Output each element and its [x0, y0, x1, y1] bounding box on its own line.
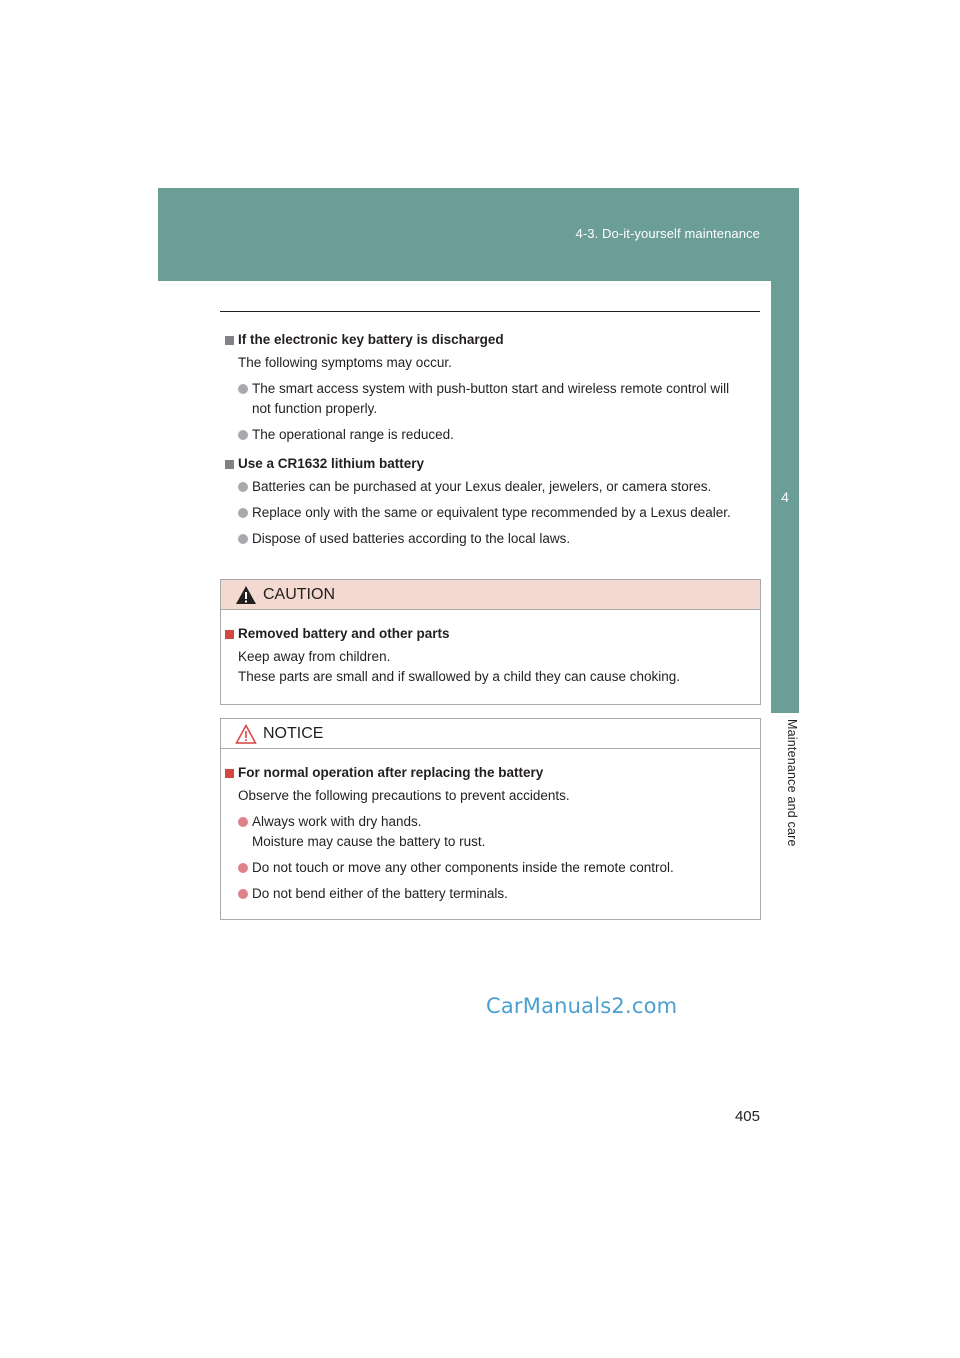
list-item: [238, 425, 760, 445]
section-discharged: [225, 327, 760, 445]
round-bullet-icon: [238, 482, 248, 492]
bullet-line: The operational range is reduced.: [252, 427, 454, 442]
notice-box: [220, 718, 761, 920]
top-rule: [220, 311, 760, 312]
square-bullet-icon: [225, 460, 234, 469]
bullet-line: The smart access system with push-button start and wireless remote control will: [252, 381, 730, 396]
bullet-line: Replace only with the same or equivalent type recommended by a Lexus dealer.: [252, 505, 731, 520]
caution-title: CAUTION: [263, 585, 335, 603]
bullet-line: Moisture may cause the battery to rust.: [252, 834, 486, 849]
chapter-tab: [771, 281, 799, 713]
bullet-line: Batteries can be purchased at your Lexus dealer, jewelers, or camera stores.: [252, 479, 712, 494]
round-bullet-icon: [238, 508, 248, 518]
notice-header: [221, 719, 760, 749]
list-item: [238, 503, 760, 523]
intro-text: The following symptoms may occur.: [238, 355, 452, 370]
heading-text: For normal operation after replacing the battery: [238, 765, 544, 780]
notice-triangle-icon: [235, 724, 257, 744]
heading-text: If the electronic key battery is discharged: [238, 332, 504, 347]
notice-body: [221, 749, 760, 904]
caution-line: These parts are small and if swallowed by a child they can cause choking.: [238, 669, 680, 684]
watermark[interactable]: CarManuals2.com: [486, 994, 678, 1018]
square-bullet-icon: [225, 336, 234, 345]
caution-heading: [225, 621, 760, 647]
bullet-line: Do not touch or move any other components inside the remote control.: [252, 860, 674, 875]
notice-intro: Observe the following precautions to prevent accidents.: [238, 788, 570, 803]
section-title: 4-3. Do-it-yourself maintenance: [575, 226, 760, 241]
list-item: [238, 379, 760, 419]
header-band: [158, 188, 799, 281]
bullet-line: Always work with dry hands.: [252, 814, 422, 829]
caution-line: Keep away from children.: [238, 649, 391, 664]
section-heading: [225, 451, 760, 477]
bullet-line: Dispose of used batteries according to the local laws.: [252, 531, 571, 546]
list-item: [238, 812, 760, 852]
list-item: [238, 858, 760, 878]
square-bullet-icon: [225, 630, 234, 639]
heading-text: Use a CR1632 lithium battery: [238, 456, 425, 471]
heading-text: Removed battery and other parts: [238, 626, 450, 641]
round-bullet-icon: [238, 889, 248, 899]
main-content: [225, 327, 760, 555]
list-item: [238, 529, 760, 549]
caution-body: [221, 610, 760, 687]
chapter-label: Maintenance and care: [785, 719, 799, 847]
bullet-text-wrap: [252, 379, 729, 419]
section-battery-type: [225, 451, 760, 549]
bullet-text-wrap: [252, 812, 485, 852]
chapter-number: 4: [781, 489, 789, 505]
round-bullet-icon: [238, 430, 248, 440]
caution-box: [220, 579, 761, 705]
bullet-line: not function properly.: [252, 401, 378, 416]
list-item: [238, 477, 760, 497]
caution-header: [221, 580, 760, 610]
round-bullet-icon: [238, 384, 248, 394]
warning-triangle-icon: [235, 585, 257, 605]
page-number: 405: [734, 1108, 760, 1125]
square-bullet-icon: [225, 769, 234, 778]
list-item: [238, 884, 760, 904]
bullet-line: Do not bend either of the battery terminals.: [252, 886, 508, 901]
round-bullet-icon: [238, 817, 248, 827]
round-bullet-icon: [238, 863, 248, 873]
chapter-label-container: [771, 713, 799, 873]
round-bullet-icon: [238, 534, 248, 544]
notice-title: NOTICE: [263, 724, 324, 742]
notice-heading: [225, 760, 760, 786]
section-heading: [225, 327, 760, 353]
